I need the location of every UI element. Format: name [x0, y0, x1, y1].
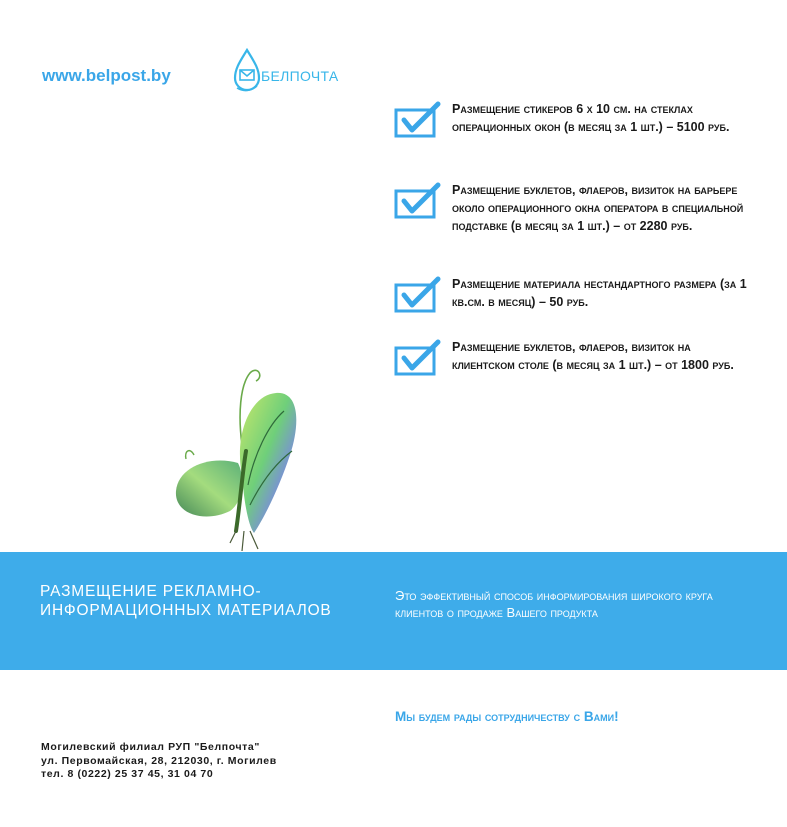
band-description: Это эффективный способ информирования широкого круга клиентов о продаже Вашего продукта — [395, 588, 713, 620]
offer-text: Размещение стикеров 6 х 10 см. на стеклах операционных окон (в месяц за 1 шт.) – 5100 руб. — [452, 102, 730, 134]
offer-text: Размещение буклетов, флаеров, визиток на клиентском столе (в месяц за 1 шт.) – от 1800 руб. — [452, 340, 734, 372]
contact-block — [41, 741, 361, 782]
belpochta-logo — [233, 48, 363, 94]
checkbox-check-icon — [394, 181, 442, 221]
info-band — [0, 552, 787, 670]
band-title: РАЗМЕЩЕНИЕ РЕКЛАМНО-ИНФОРМАЦИОННЫХ МАТЕРИАЛОВ — [40, 583, 332, 619]
logo-text: БЕЛПОЧТА — [261, 68, 339, 84]
contact-phone: тел. 8 (0222) 25 37 45, 31 04 70 — [41, 768, 214, 780]
site-url-link[interactable]: www.belpost.by — [42, 66, 171, 85]
offer-text: Размещение буклетов, флаеров, визиток на барьере около операционного окна оператора в специальной подставке (в месяц за 1 шт.) – от 2280 руб. — [452, 183, 744, 233]
offer-text: Размещение материала нестандартного размера (за 1 кв.см. в месяц) – 50 руб. — [452, 277, 747, 309]
checkbox-check-icon — [394, 100, 442, 140]
checkbox-check-icon — [394, 275, 442, 315]
contact-org: Могилевский филиал РУП "Белпочта" — [41, 741, 260, 753]
contact-address: ул. Первомайская, 28, 212030, г. Могилев — [41, 754, 277, 767]
checkbox-check-icon — [394, 338, 442, 378]
butterfly-illustration — [150, 355, 310, 560]
cooperation-message: Мы будем рады сотрудничеству с Вами! — [395, 709, 619, 724]
